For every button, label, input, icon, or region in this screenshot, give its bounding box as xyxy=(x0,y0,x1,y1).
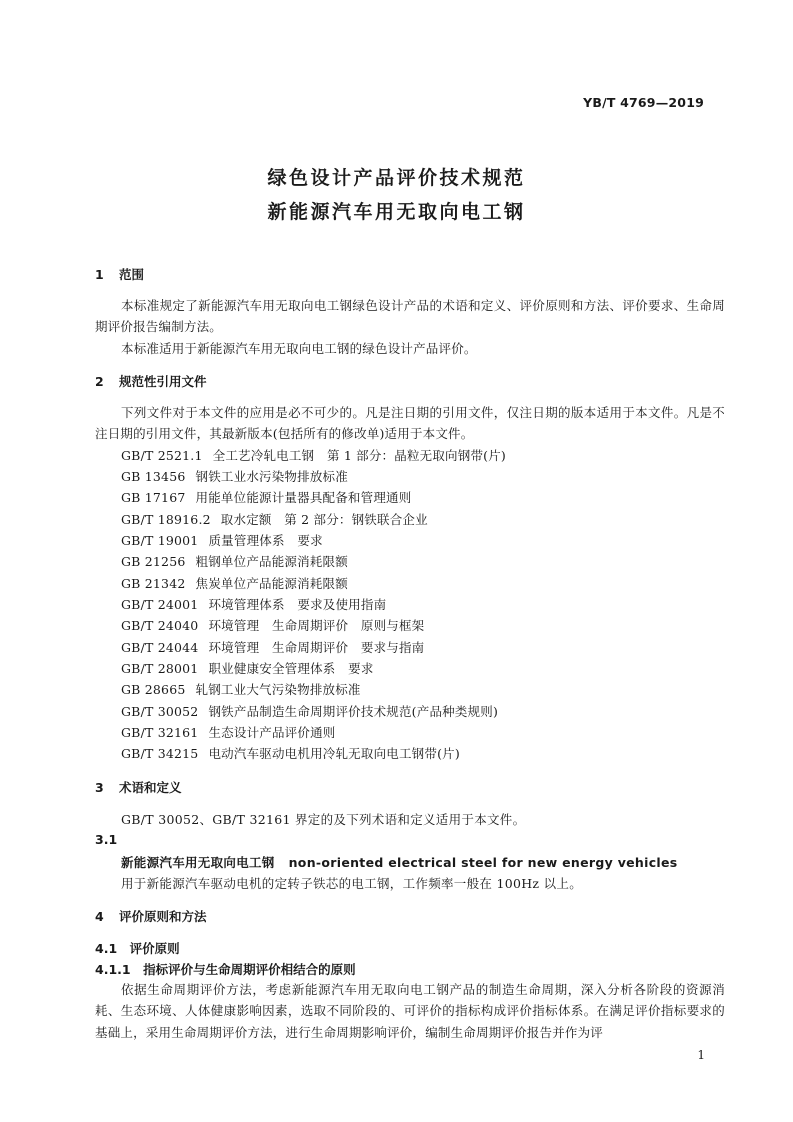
reference-item xyxy=(121,488,411,506)
reference-item xyxy=(121,638,424,656)
document-title-line2: 新能源汽车用无取向电工钢 xyxy=(267,201,526,223)
section-number: 3 xyxy=(95,780,104,795)
reference-item xyxy=(121,552,348,570)
reference-code: GB 28665 xyxy=(121,682,186,697)
reference-title: 环境管理 生命周期评价 要求与指南 xyxy=(208,640,425,655)
reference-title: 电动汽车驱动电机用冷轧无取向电工钢带(片) xyxy=(208,746,460,761)
term-entry xyxy=(121,853,678,871)
reference-title: 钢铁工业水污染物排放标准 xyxy=(195,469,348,484)
reference-title: 用能单位能源计量器具配备和管理通则 xyxy=(195,490,412,505)
reference-item xyxy=(121,702,498,720)
reference-title: 全工艺冷轧电工钢 第 1 部分：晶粒无取向钢带(片) xyxy=(212,448,506,463)
reference-title: 职业健康安全管理体系 要求 xyxy=(208,661,374,676)
reference-item xyxy=(121,510,428,528)
section-number: 1 xyxy=(95,267,104,282)
section-number: 4 xyxy=(95,909,104,924)
reference-item xyxy=(121,574,348,592)
reference-title: 质量管理体系 要求 xyxy=(208,533,323,548)
reference-code: GB/T 19001 xyxy=(121,533,199,548)
section-1-paragraph-2: 本标准适用于新能源汽车用无取向电工钢的绿色设计产品评价。 xyxy=(121,341,477,356)
section-title: 评价原则和方法 xyxy=(119,909,207,924)
page-number: 1 xyxy=(697,1048,705,1062)
section-title: 范围 xyxy=(119,267,145,282)
reference-item xyxy=(121,467,348,485)
reference-code: GB/T 30052 xyxy=(121,704,199,719)
document-title-line1: 绿色设计产品评价技术规范 xyxy=(267,167,526,189)
reference-title: 环境管理体系 要求及使用指南 xyxy=(208,597,387,612)
section-4-heading xyxy=(95,907,207,925)
reference-item xyxy=(121,531,323,549)
section-title: 规范性引用文件 xyxy=(119,374,207,389)
reference-title: 钢铁产品制造生命周期评价技术规范(产品种类规则) xyxy=(208,704,499,719)
section-3-heading xyxy=(95,778,182,796)
section-1-heading xyxy=(95,265,144,283)
section-1-paragraph-1: 本标准规定了新能源汽车用无取向电工钢绿色设计产品的术语和定义、评价原则和方法、评价要求、生命周期评价报告编制方法。 xyxy=(95,298,725,335)
section-3-intro: GB/T 30052、GB/T 32161 界定的及下列术语和定义适用于本文件。 xyxy=(121,812,526,827)
reference-title: 取水定额 第 2 部分：钢铁联合企业 xyxy=(220,512,428,527)
section-2-intro: 下列文件对于本文件的应用是必不可少的。凡是注日期的引用文件，仅注日期的版本适用于本文件。凡是不注日期的引用文件，其最新版本(包括所有的修改单)适用于本文件。 xyxy=(95,405,725,442)
reference-code: GB/T 24044 xyxy=(121,640,199,655)
reference-code: GB/T 2521.1 xyxy=(121,448,203,463)
term-chinese: 新能源汽车用无取向电工钢 xyxy=(121,855,275,870)
reference-code: GB/T 24001 xyxy=(121,597,199,612)
reference-item xyxy=(121,680,361,698)
term-number: 3.1 xyxy=(95,832,118,847)
reference-item xyxy=(121,723,335,741)
reference-code: GB 21256 xyxy=(121,554,186,569)
subsection-4-1-heading: 4.1 评价原则 xyxy=(95,941,180,956)
reference-item xyxy=(121,595,386,613)
section-title: 术语和定义 xyxy=(119,780,182,795)
reference-code: GB/T 34215 xyxy=(121,746,199,761)
section-2-heading xyxy=(95,372,207,390)
reference-title: 粗钢单位产品能源消耗限额 xyxy=(195,554,348,569)
reference-item xyxy=(121,744,460,762)
reference-code: GB/T 18916.2 xyxy=(121,512,211,527)
reference-item xyxy=(121,659,374,677)
reference-code: GB/T 24040 xyxy=(121,618,199,633)
reference-code: GB 13456 xyxy=(121,469,186,484)
section-4-paragraph: 依据生命周期评价方法，考虑新能源汽车用无取向电工钢产品的制造生命周期，深入分析各阶段的资源消耗、生态环境、人体健康影响因素，选取不同阶段的、可评价的指标构成评价指标体系。在满足评价指标要求的基础上，采用生命周期评价方法，进行生命周期影响评价，编制生命周期评价报告并作为评 xyxy=(95,982,725,1040)
reference-item xyxy=(121,446,506,464)
term-definition: 用于新能源汽车驱动电机的定转子铁芯的电工钢，工作频率一般在 100Hz 以上。 xyxy=(121,876,582,891)
subsection-4-1-1-heading: 4.1.1 指标评价与生命周期评价相结合的原则 xyxy=(95,962,356,977)
section-number: 2 xyxy=(95,374,104,389)
reference-title: 轧钢工业大气污染物排放标准 xyxy=(195,682,361,697)
reference-code: GB/T 32161 xyxy=(121,725,199,740)
reference-title: 环境管理 生命周期评价 原则与框架 xyxy=(208,618,425,633)
reference-item xyxy=(121,616,424,634)
standard-number: YB/T 4769—2019 xyxy=(583,95,704,110)
reference-code: GB 17167 xyxy=(121,490,186,505)
reference-title: 生态设计产品评价通则 xyxy=(208,725,336,740)
term-english: non-oriented electrical steel for new energy vehicles xyxy=(288,855,678,870)
reference-title: 焦炭单位产品能源消耗限额 xyxy=(195,576,348,591)
reference-code: GB 21342 xyxy=(121,576,186,591)
reference-code: GB/T 28001 xyxy=(121,661,199,676)
